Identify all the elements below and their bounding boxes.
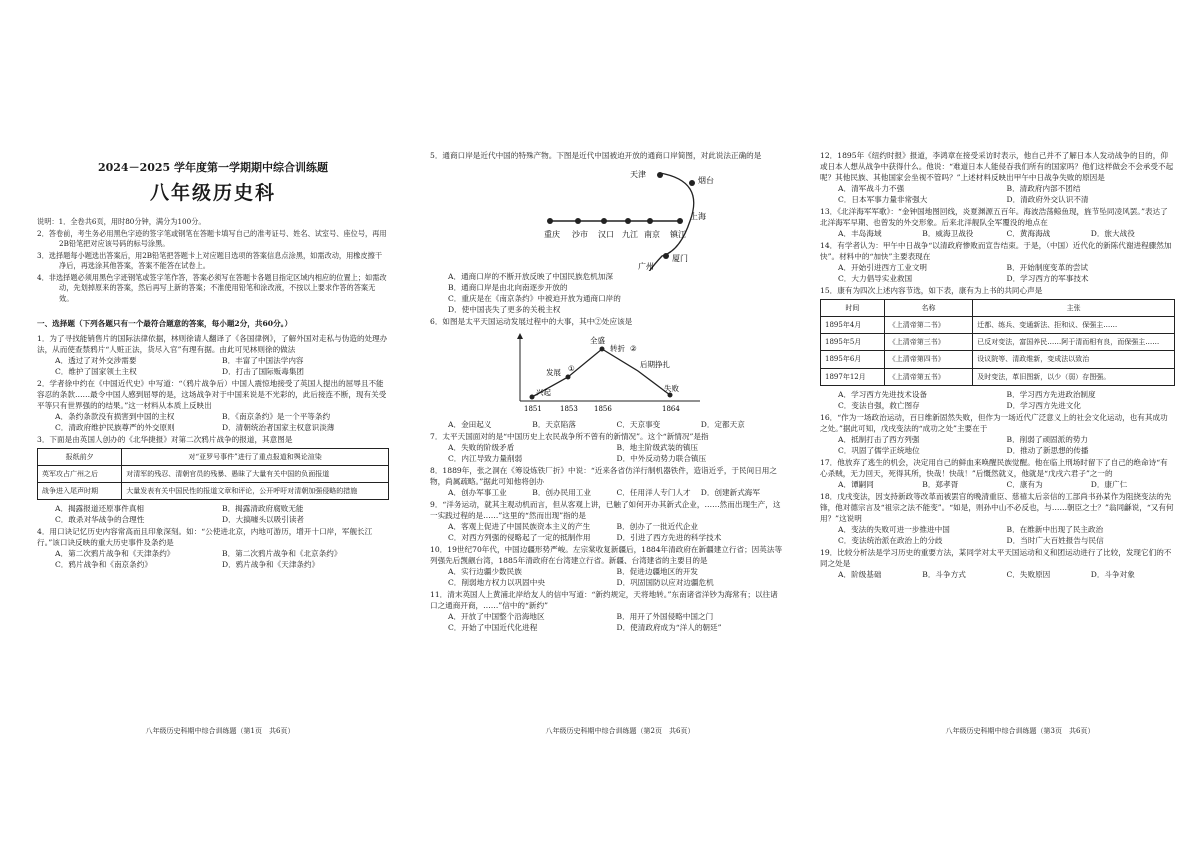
option: A．开放了中国整个沿海地区 [448,612,545,621]
year-label: 1864 [662,405,680,413]
option: B．开始制度变革的尝试 [1006,263,1089,272]
question-stem: 7．太平天国面对的是“中国历史上农民战争所不曾有的新情况”。这个“新情况”是指 [430,432,709,441]
option: A．第二次鸦片战争和《天津条约》 [55,549,175,559]
option: D．清政府外交认识不清 [1006,195,1089,204]
report-table [37,448,389,500]
option: B．郑孝胥 [922,479,959,489]
year-label: 1853 [560,405,578,413]
city-label: 天津 [630,170,646,179]
option: C．康有为 [1006,479,1043,489]
table-header: 时间 [821,300,885,317]
option: B．清政府内部不团结 [1006,184,1081,193]
option: B．威海卫战役 [922,229,974,238]
stage-label: 发展 [546,368,561,377]
option: D．使清政府成为“洋人的朝廷” [616,623,722,632]
taiping-timeline [430,331,785,415]
option: A．透过了对外交涉需要 [55,355,137,365]
table-header: 名称 [884,300,973,317]
kang-youwei-table [820,299,1175,386]
option: B．用开了外国侵略中国之门 [616,612,714,621]
subject-title: 八年级历史科 [149,181,276,204]
option: C．任用洋人专门人才 [616,488,691,497]
question-stem: 9．“洋务运动，就其主观动机而言，但从客观上讲，已触了如何开办其新式企业，……然而出现生产，这一实践过程的是……”这里的“然而出现”指的是 [430,500,781,520]
question-stem: 1．为了寻找能销售片的国际法律依据，林则徐请人翻译了《各国律例》，了解外国对走私与伪造的处理办法，从而使查禁鸦片“人赃正法，货尽入官”有理有据。由此可见林则徐的做法 [37,333,388,354]
question-stem: 19．比较分析法是学习历史的重要方法，某同学对太平天国运动和义和团运动进行了比较，发现它们的不同之处是 [820,547,1172,568]
city-label: 镇江 [670,230,686,239]
instruction-line: 3．选择题每小题选出答案后，用2B铅笔把答题卡上对应题目选项的答案信息点涂黑，如需改动，用橡皮擦干净后，再选涂其他答案，答案不能答在试卷上。 [37,250,383,271]
option: A．丰岛海域 [838,229,882,238]
option: C．天京事变 [616,420,661,429]
question-7 [430,431,785,464]
option: A．金田起义 [448,420,492,429]
option: C．失败原因 [1006,569,1051,579]
option: C．变法自强，救亡图存 [838,400,920,410]
question-stem: 12．1895年《纽约时报》报道，李鸿章在接受采访时表示，他自己并不了解日本人发动战争的目的，仰或日本人想从战争中获得什么。他说：“难道日本人能侵吞我们所有的国家吗？他们这样做会不会承受不起呢？其他民族、其他国家会坐视不管吗？”上述材料反映出甲午中日战争失败的原因是 [820,151,1174,182]
option: D．康广仁 [1090,479,1128,489]
ports-map [430,161,785,271]
option: A．阶级基础 [838,569,882,579]
option: A．失败的阶级矛盾 [448,443,515,452]
option: A．揭露报道还原事件真相 [55,504,145,514]
option: D．创建新式海军 [700,488,760,497]
question-stem: 5．通商口岸是近代中国的特殊产物。下图是近代中国被迫开放的通商口岸简图，对此说法正确的是 [430,151,762,160]
question-17 [820,457,1175,490]
option: C．黄海海战 [1006,229,1051,238]
option: B．削弱了顽固派的势力 [1006,434,1089,444]
page-footer: 八年级历史科期中综合训练题（第1页 共6页） [145,727,295,735]
option: C．敢杀对华战争的合理性 [55,515,145,525]
table-header: 报纸前夕 [38,448,122,465]
option: C．变法统治派在政治上的分歧 [838,535,943,545]
table-row: 战争进入尾声时期 大量发表有关中国民性的报道文章和评论，公开呼吁对清朝加强侵略的措施 [38,483,389,500]
option: B．学习西方先进政治制度 [1006,389,1096,399]
option: A．变法的失败可进一步推进中国 [838,524,950,534]
question-stem: 2．学者徐中约在《中国近代史》中写道：“（鸦片战争后）中国人震惊地接受了英国人提出的屈辱且不能容忍的条款……最令中国人感到屈辱的是，这场战争对于中国来说是不光彩的，此后接连不断，现有关受平等只有世界强的的结果。”这一材料从本质上反映出 [37,378,387,410]
question-stem: 17．他放弃了逃生的机会，决定用自己的鲜血来唤醒民族觉醒。他在临上刑场时留下了自己的绝命诗“有心杀贼，无力回天，死得其所，快哉！快哉！”后慨然就义，他就是“戊戌六君子”之一的 [820,457,1168,478]
question-15 [820,285,1175,411]
option: C．内江导致力量削弱 [448,454,523,463]
city-label: 烟台 [698,176,714,185]
option: C．重庆是在《南京条约》中被迫开放为通商口岸的 [448,294,621,303]
taiping-timeline-svg [510,331,710,415]
option: A．谭嗣同 [838,479,874,489]
option: D．中外反动势力联合镇压 [616,454,707,463]
option: D．斗争对象 [1090,569,1135,579]
question-stem: 8．1889年，张之洞在《筹设炼铁厂折》中说：“近来各省仿洋行制机器铁件，造诣近乎，于民间日用之物，尚属疏略。”据此可知他将创办 [430,466,777,486]
option: D．使中国丧失了更多的关税主权 [448,305,561,314]
page-footer: 八年级历史科期中综合训练题（第3页 共6页） [945,727,1095,735]
question-stem: 10．19世纪70年代，中国边疆形势严峻。左宗棠收复新疆后，1884年清政府在新疆建立行省；因英法等列强先后觊觎台湾，1885年清政府在台湾建立行省。新疆、台湾建省的主要目的是 [430,545,783,565]
option: D．旅大战役 [1090,229,1135,238]
question-13 [820,206,1175,239]
option: A．实行边疆少数民族 [448,567,522,576]
question-14 [820,240,1175,284]
option: C．削弱地方权力以巩固中央 [448,578,545,587]
question-10 [430,544,785,588]
question-stem: 15．康有为四次上述内容节选，如下表，康有为上书的共同心声是 [820,286,1043,295]
option: B．天京陷落 [532,420,576,429]
option: C．巩固了儒学正统地位 [838,445,920,455]
option: C．对西方列强的侵略起了一定的抵制作用 [448,533,591,542]
stage-label: 失败 [664,384,679,393]
year-label: 1856 [594,405,612,413]
option: D．清朝统治者国家主权意识淡薄 [222,422,335,432]
option: B．通商口岸是由北向南逐步开放的 [448,283,568,292]
option: D．当时广大百姓报告与民信 [1006,535,1104,545]
page-3 [820,150,1175,581]
city-label: 汉口 [598,230,614,239]
instruction-line: 2．答卷前，考生务必用黑色字迹的签字笔或钢笔在答题卡填写自己的准考证号、姓名、试室号、座位号，再用2B铅笔把对应该号码的标号涂黑。 [37,228,387,249]
stage-label: 转折 [610,344,625,353]
option: B．第二次鸦片战争和《北京条约》 [222,549,342,559]
option: D．推动了新思想的传播 [1006,445,1089,455]
city-label: 南京 [644,230,660,239]
table-header: 主张 [973,300,1175,317]
question-2 [37,378,389,433]
option: B．斗争方式 [922,569,966,579]
option: D．鸦片战争和《天津条约》 [222,560,320,570]
page-1 [37,150,389,571]
option: A．通商口岸的不断开放反映了中国民族危机加深 [448,272,613,281]
option: A．学习西方先进技术设备 [838,389,928,399]
option: D．引进了西方先进的科学技术 [616,533,722,542]
question-stem: 13．《北洋海军军歌》：“金钟国地图回线，炎夏渊源五百年。海波浩荡鲸鱼现，旌节坠同凌风罢。”表达了北洋海军早期、也曾发的外交形象。后来北洋舰队全军覆没的地点在 [820,207,1168,227]
option: D．巩固国防以应对边疆危机 [616,578,714,587]
option: C．大力倡导实业救国 [838,274,913,283]
option: B．地主阶级武装的镇压 [616,443,699,452]
city-label: 九江 [622,230,638,239]
table-header: 对“亚罗号事件”进行了重点报道和舆论渲染 [122,448,389,465]
instruction-line: 4．非选择题必须用黑色字迹钢笔或签字笔作答，答案必须写在答题卡各题目指定区域内相应的位置上；如需改动，先划掉原来的答案，然后再写上新的答案；不准使用铅笔和涂改液，不按以上要求作答的答案无效。 [37,272,387,303]
table-row: 1897年12月 《上清帝第五书》 及时变法，革旧图新，以少（弱）存图强。 [821,368,1175,385]
option: B．揭露清政府腐败无能 [222,504,304,514]
city-label: 广州 [638,262,654,271]
question-9 [430,499,785,543]
question-19 [820,547,1175,580]
question-stem: 11．清末英国人上黄浦北岸给友人的信中写道：“新约规定，天将地转。”东南诸省洋钞为海常有；以往诸口之通商开商，……”信中的“新约” [430,590,778,610]
stage-label: 兴起 [536,388,551,397]
option: A．条约条款没有损害到中国的主权 [55,411,175,421]
question-1 [37,333,389,377]
question-stem: 16．“作为一场政治运动，百日维新固然失败，但作为一场近代广泛意义上的社会文化运动，也有其成功之处。”据此可知，戊戌变法的“成功之处”主要在于 [820,412,1168,433]
instruction-line: 说明：1．全卷共6页，用时80分钟，满分为100分。 [37,217,206,227]
city-label: 上海 [690,212,706,221]
option: C．日本军事力量非常强大 [838,195,928,204]
option: C．鸦片战争和《南京条约》 [55,560,152,570]
question-stem: 3．下面是由英国人创办的《北华捷报》对第二次鸦片战争的报道，其意图是 [37,434,293,444]
instructions [37,217,389,304]
city-label: 重庆 [544,230,560,239]
option: D．学习西方的军事技术 [1006,274,1089,283]
question-stem: 6．如图是太平天国运动发展过程中的大事，其中②处应该是 [430,317,633,326]
year-label: 1851 [524,405,542,413]
exam-title: 2024－2025 学年度第一学期期中综合训练题 [97,161,329,174]
page-footer: 八年级历史科期中综合训练题（第2页 共6页） [545,727,695,735]
question-stem: 14．有学者认为：甲午中日战争“以清政府惨败而宣告结束。于是，（中国）近代化的新陈代谢进程骤然加快”。材料中的“加快”主要表现在 [820,241,1172,261]
question-8 [430,465,785,498]
stage-label: 后期挣扎 [640,360,670,369]
option: B．促进边疆地区的开发 [616,567,699,576]
option: C．开始了中国近代化进程 [448,623,538,632]
option: C．维护了国家领土主权 [55,366,137,376]
option: B．在维新中出现了民主政治 [1006,524,1104,534]
option: B．丰富了中国法学内容 [222,355,304,365]
stage-label: ① [568,364,575,373]
option: B．创办民用工业 [532,488,591,497]
option: D．打击了国际贩毒集团 [222,366,305,376]
option: D．大搞噱头以吸引读者 [222,515,305,525]
option: A．清军战斗力不强 [838,184,905,193]
question-6 [430,316,785,430]
option: B．《南京条约》是一个平等条约 [222,411,331,421]
stage-label: 全盛 [590,336,605,345]
stage-label: ② [630,344,637,353]
section-heading: 一、选择题（下列各题只有一个最符合题意的答案，每小题2分，共60分。） [37,318,293,328]
question-12 [820,150,1175,205]
table-row: 英军攻占广州之后 对清军的残忍、清朝官员的残暴、愚昧了大量有关中国的负面报道 [38,466,389,483]
option: C．清政府维护民族尊严的外交原则 [55,422,175,432]
option: D．学习西方先进文化 [1006,400,1081,410]
city-label: 沙市 [572,230,588,239]
question-3 [37,434,389,525]
question-11 [430,589,785,633]
option: A．创办军事工业 [448,488,507,497]
question-18 [820,491,1175,546]
question-stem: 4．用口诀记忆历史内容常高而且印象深刻。如：“公使进北京，内地可游历，增开十口岸，军舰长江行。”该口诀反映的重大历史事件及条约是 [37,527,373,548]
ports-map-svg [530,161,730,271]
table-row: 1895年4月 《上清帝第二书》 迁都、练兵、变通新法、拒和议、保强主…… [821,317,1175,334]
option: A．抵制打击了西方列强 [838,434,920,444]
option: A．客观上促进了中国民族资本主义的产生 [448,522,591,531]
page-2 [430,150,785,634]
table-row: 1895年6月 《上清帝第四书》 设议院等、清政维新，变成法以致治 [821,351,1175,368]
option: D．定都天京 [700,420,745,429]
question-stem: 18．戊戌变法，因支持新政等改革而被罢官的晚清重臣、慈禧太后亲信的工部尚书孙某作为阻挠变法的先锋，他对德宗言及“祖宗之法不能变”。“如是，则孙中山不必反也，与……朝臣之士？”翁同龢说，“又有何用？”这说明 [820,491,1174,523]
option: A．开始引进西方工业文明 [838,263,928,272]
question-16 [820,412,1175,456]
question-5 [430,150,785,315]
question-4 [37,526,389,570]
city-label: 厦门 [672,254,688,263]
option: B．创办了一批近代企业 [616,522,699,531]
table-row: 1895年5月 《上清帝第三书》 已反对变法，富国养民……阿于清而相有良，而保强主…… [821,334,1175,351]
